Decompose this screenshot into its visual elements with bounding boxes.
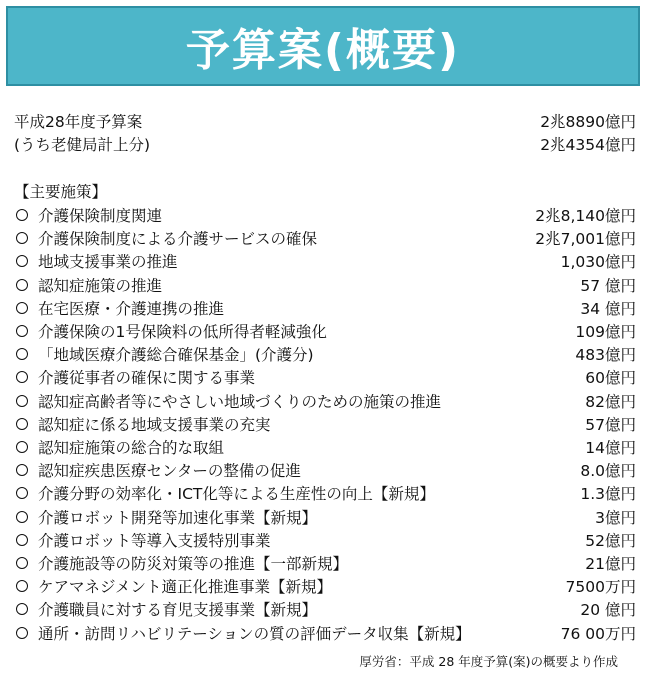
policy-item-label	[14, 274, 162, 296]
policy-item	[14, 204, 636, 226]
circle-bullet-icon	[16, 418, 28, 430]
policy-item-text: 認知症高齢者等にやさしい地域づくりのための施策の推進	[38, 392, 442, 411]
policy-item-text: 認知症施策の総合的な取組	[38, 439, 225, 457]
policy-item-amount: 3億円	[595, 508, 636, 527]
policy-item-amount: 76 00万円	[560, 624, 636, 643]
policy-item-text: 認知症に係る地域支援事業の充実	[38, 415, 271, 434]
policy-item-text: 介護保険制度による介護サービスの確保	[38, 230, 318, 249]
policy-item-amount: 34 億円	[580, 299, 636, 318]
circle-bullet-icon	[16, 302, 28, 314]
summary-row-bureau	[14, 133, 636, 155]
policy-item-text: 介護職員に対する育児支援事業【新規】	[38, 601, 318, 620]
policy-item-amount: 21億円	[585, 555, 636, 573]
policy-item-amount: 52億円	[585, 531, 636, 550]
policy-item-text: 認知症施策の推進	[38, 276, 163, 295]
policy-item	[14, 529, 636, 551]
source-note: 厚労省：平成 28 年度予算(案)の概要より作成	[359, 654, 618, 669]
circle-bullet-icon	[16, 209, 28, 221]
section-heading: 【主要施策】	[14, 183, 108, 201]
policy-item	[14, 413, 636, 435]
policy-item-label	[14, 250, 178, 272]
circle-bullet-icon	[16, 580, 28, 592]
policy-item	[14, 343, 636, 365]
policy-item-amount: 57億円	[585, 415, 636, 434]
policy-item	[14, 552, 636, 574]
policy-item-label	[14, 529, 271, 551]
policy-item-label	[14, 227, 317, 249]
title-banner	[6, 6, 640, 86]
policy-item-amount: 14億円	[585, 439, 636, 457]
policy-item-amount: 1,030億円	[560, 253, 636, 272]
circle-bullet-icon	[16, 464, 28, 476]
policy-item	[14, 575, 636, 597]
policy-item-label	[14, 390, 441, 412]
policy-item	[14, 390, 636, 412]
policy-item	[14, 622, 636, 644]
summary-amount: 2兆4354億円	[540, 136, 636, 154]
circle-bullet-icon	[16, 487, 28, 499]
circle-bullet-icon	[16, 534, 28, 546]
policy-item	[14, 598, 636, 620]
policy-item-amount: 109億円	[575, 323, 636, 341]
policy-item-amount: 57 億円	[580, 276, 636, 295]
policy-item-amount: 483億円	[575, 346, 636, 365]
policy-item-label	[14, 459, 301, 481]
circle-bullet-icon	[16, 557, 28, 569]
policy-item-label	[14, 552, 348, 574]
policy-item-amount: 8.0億円	[580, 462, 636, 481]
page-title: 予算案(概要)	[185, 25, 461, 76]
policy-item-label	[14, 413, 271, 435]
circle-bullet-icon	[16, 255, 28, 267]
policy-item-text: 介護ロボット等導入支援特別事業	[38, 531, 271, 550]
policy-item-amount: 60億円	[585, 369, 636, 388]
policy-item-label	[14, 482, 435, 504]
policy-item-label	[14, 343, 314, 365]
circle-bullet-icon	[16, 232, 28, 244]
policy-item-text: 介護ロボット開発等加速化事業【新規】	[38, 508, 318, 527]
policy-item	[14, 274, 636, 296]
policy-item-text: 介護施設等の防災対策等の推進【一部新規】	[38, 555, 349, 573]
policy-item	[14, 459, 636, 481]
circle-bullet-icon	[16, 279, 28, 291]
policy-item-text: 「地域医療介護総合確保基金」(介護分)	[38, 346, 314, 365]
policy-item	[14, 297, 636, 319]
policy-item-label	[14, 366, 255, 388]
policy-item	[14, 482, 636, 504]
policy-item-label	[14, 297, 224, 319]
circle-bullet-icon	[16, 441, 28, 453]
summary-label: 平成28年度予算案	[14, 113, 143, 131]
circle-bullet-icon	[16, 511, 28, 523]
circle-bullet-icon	[16, 348, 28, 360]
policy-item	[14, 227, 636, 249]
policy-item-text: 介護従事者の確保に関する事業	[38, 369, 256, 388]
policy-item-label	[14, 320, 327, 342]
policy-item-label	[14, 436, 224, 458]
policy-item-label	[14, 506, 317, 528]
policy-item-amount: 1.3億円	[580, 485, 636, 504]
summary-label: (うち老健局計上分)	[14, 136, 151, 154]
policy-item	[14, 506, 636, 528]
policy-item-text: 認知症疾患医療センターの整備の促進	[38, 462, 301, 481]
policy-item-amount: 7500万円	[565, 578, 636, 597]
summary-row-budget	[14, 110, 636, 132]
policy-item-text: 介護分野の効率化・ICT化等による生産性の向上【新規】	[38, 485, 435, 504]
policy-item-label	[14, 204, 162, 226]
policy-item	[14, 320, 636, 342]
policy-item-amount: 2兆8,140億円	[535, 207, 636, 225]
policy-item-text: 介護保険の1号保険料の低所得者軽減強化	[38, 323, 327, 341]
policy-item-text: 地域支援事業の推進	[38, 253, 178, 272]
policy-item-text: ケアマネジメント適正化推進事業【新規】	[38, 578, 333, 597]
policy-item-label	[14, 575, 332, 597]
policy-item-text: 通所・訪問リハビリテーションの質の評価データ収集【新規】	[38, 624, 471, 643]
policy-item-amount: 2兆7,001億円	[535, 230, 636, 249]
policy-item	[14, 436, 636, 458]
circle-bullet-icon	[16, 395, 28, 407]
policy-item-label	[14, 622, 471, 644]
circle-bullet-icon	[16, 325, 28, 337]
circle-bullet-icon	[16, 371, 28, 383]
circle-bullet-icon	[16, 603, 28, 615]
policy-item-amount: 82億円	[585, 392, 636, 411]
policy-item	[14, 250, 636, 272]
policy-item-label	[14, 598, 317, 620]
circle-bullet-icon	[16, 627, 28, 639]
policy-item	[14, 366, 636, 388]
policy-item-amount: 20 億円	[580, 601, 636, 620]
policy-item-text: 介護保険制度関連	[38, 207, 163, 225]
policy-item-text: 在宅医療・介護連携の推進	[38, 299, 225, 318]
summary-amount: 2兆8890億円	[540, 113, 636, 131]
